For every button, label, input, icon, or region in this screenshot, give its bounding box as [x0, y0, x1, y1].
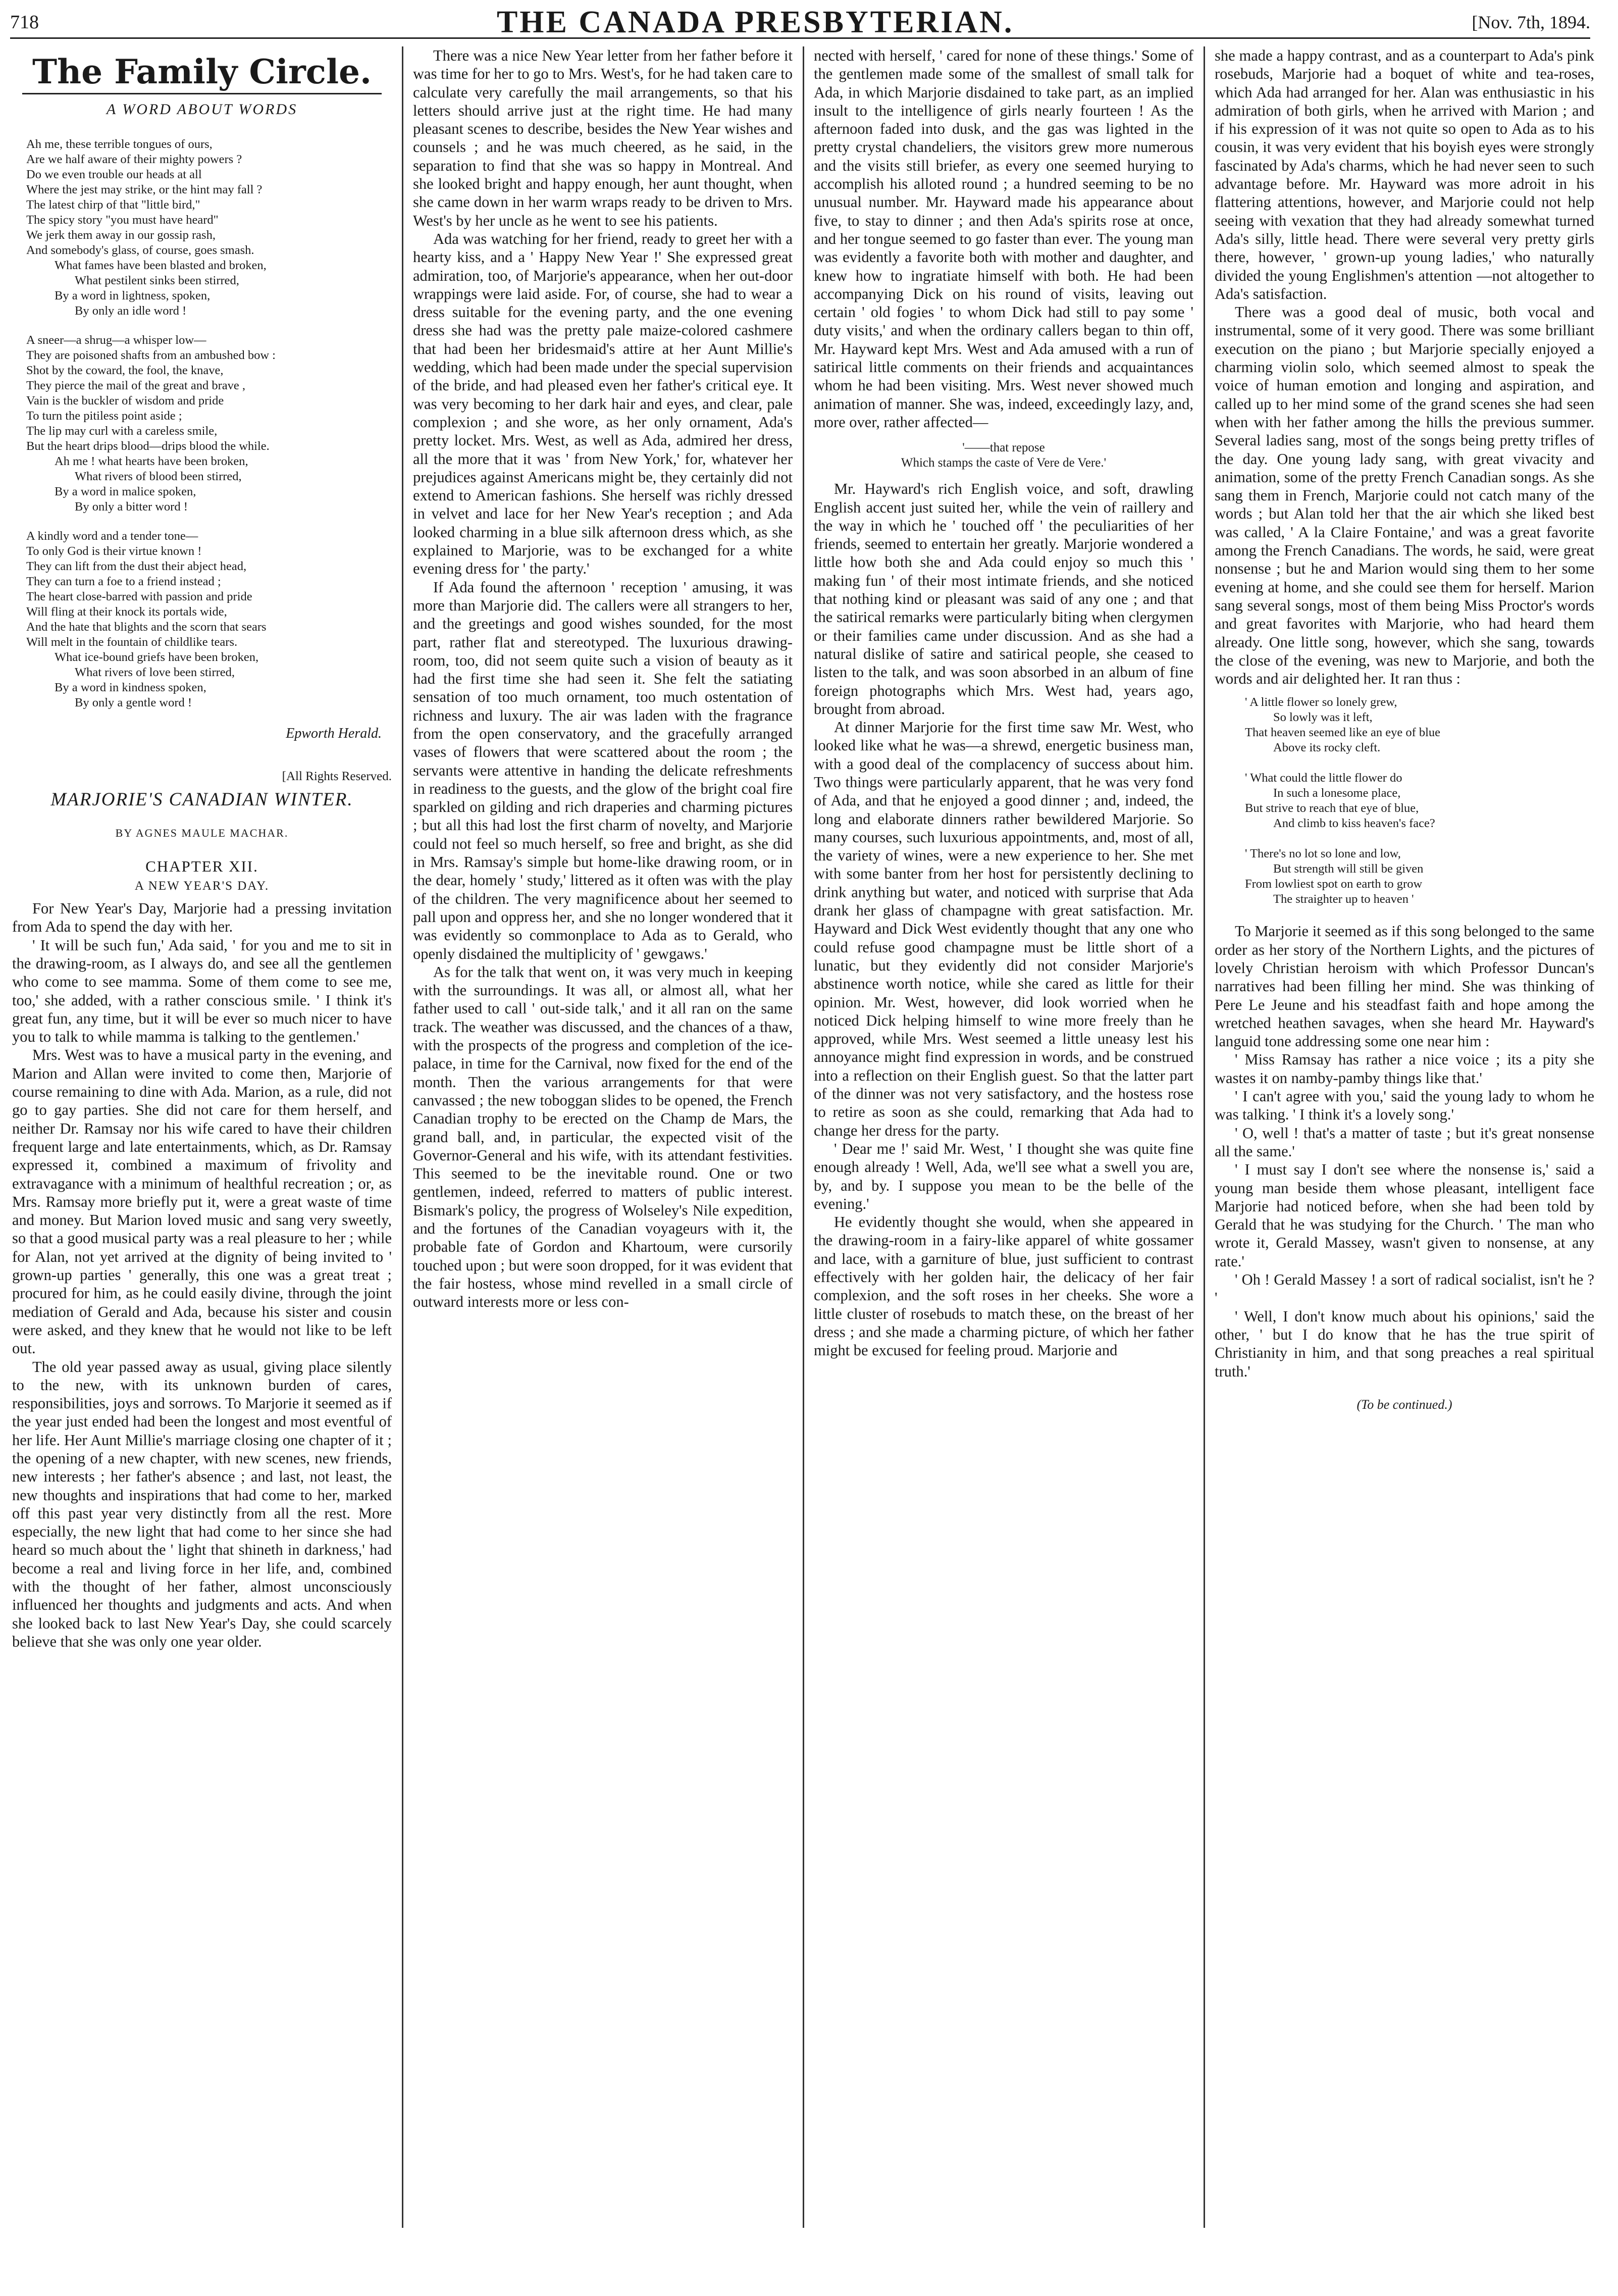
- song-line: But strive to reach that eye of blue,: [1245, 801, 1419, 815]
- column-rule: [803, 46, 804, 2228]
- song-line: And climb to kiss heaven's face?: [1273, 817, 1435, 831]
- rights-notice: [All Rights Reserved.: [282, 769, 392, 783]
- poem-line: To turn the pitiless point aside ;: [26, 409, 182, 423]
- song-line: ' What could the little flower do: [1245, 771, 1402, 785]
- poem-line: Shot by the coward, the fool, the knave,: [26, 364, 224, 378]
- paragraph: ' I must say I don't see where the nonsense is,' said a young man beside them whose pleasant, intelligent face Marjorie had noticed before, when she had been told by Gerald that he was studying for the Church. ' The man who wrote it, Gerald Massey, wasn't given to nonsense, at any rate.': [1215, 1161, 1594, 1270]
- section-title: The Family Circle.: [32, 52, 372, 91]
- poem-line: What rivers of blood been stirred,: [75, 470, 242, 484]
- column-1: [12, 46, 392, 1651]
- poem-line: They are poisoned shafts from an ambushed bow :: [26, 348, 276, 363]
- paragraph: ' Well, I don't know much about his opinions,' said the other, ' but I do know that he has the true spirit of Christianity in him, and that song preaches a real spiritual truth.': [1215, 1307, 1594, 1380]
- poem-line: They can lift from the dust their abject head,: [26, 559, 247, 574]
- poem-line: Are we half aware of their mighty powers ?: [26, 152, 242, 167]
- paragraph: ' I can't agree with you,' said the young lady to whom he was talking. ' I think it's a lovely song.': [1215, 1088, 1594, 1124]
- quote-line: Which stamps the caste of Vere de Vere.': [901, 456, 1107, 470]
- paragraph: There was a nice New Year letter from her father before it was time for her to go to Mrs. West's, for he had taken care to calculate very carefully the mail arrangements, so that his letters should arrive just at the right time. He had many pleasant scenes to describe, besides the New Year wishes and counsels ; and he was much cheered, as he said, in the separation to find that she was so happy in Montreal. And she looked bright and happy enough, her aunt thought, when she came down in her warm wraps ready to be driven to Mrs. West's by her uncle as he went to see his patients.: [413, 47, 793, 229]
- issue-date: [Nov. 7th, 1894.: [1472, 12, 1590, 32]
- paragraph: ' Oh ! Gerald Massey ! a sort of radical socialist, isn't he ? ': [1215, 1271, 1594, 1307]
- article-body: [12, 899, 392, 1651]
- poem-line: By a word in lightness, spoken,: [55, 289, 211, 303]
- song-line: ' A little flower so lonely grew,: [1245, 695, 1397, 709]
- article-body: [413, 46, 793, 1311]
- poem-line: The heart close-barred with passion and pride: [26, 590, 252, 604]
- poem-line: Ah me, these terrible tongues of ours,: [26, 137, 213, 151]
- song-line: ' There's no lot so lone and low,: [1245, 847, 1401, 861]
- song-stanza: [1245, 846, 1594, 907]
- poem-line: A kindly word and a tender tone—: [26, 529, 198, 543]
- song-line: But strength will still be given: [1273, 862, 1424, 876]
- article-body: [814, 46, 1193, 431]
- quote-line: '——that repose: [962, 441, 1045, 455]
- paragraph: At dinner Marjorie for the first time saw Mr. West, who looked like what he was—a shrewd, energetic business man, with a good deal of the complacency of success about him. Two things were particularly apparent, that he was very fond of Ada, and that he enjoyed a good dinner ; and, indeed, the long and elaborate dinners rather bewildered Marjorie. So many courses, such luxurious appointments, and, most of all, the variety of wines, were a new experience to her. She met with some banter from her host for persistently declining to drink anything but water, and noticed with surprise that Ada drank her glass of champagne with great satisfaction. Mr. Hayward and Dick West evidently thought that any one who could refuse good champagne must be little short of a lunatic, but they evidently did not consider Marjorie's abstinence worth notice, while she cared as little for their opinion. Mr. West, however, did look worried when he noticed Dick helping himself to wine more freely than he approved, while Mrs. West seemed a little uneasy lest his annoyance might find expression in words, and be construed into a reflection on their English guest. So that the latter part of the dinner was not very satisfactory, and the hostess rose to retire as soon as she could, remarking that Ada had to change her dress for the party.: [814, 719, 1193, 1139]
- poem-line: Will fling at their knock its portals wide,: [26, 605, 227, 619]
- poem-line: By only a gentle word !: [75, 696, 192, 710]
- poem-line: By a word in kindness spoken,: [55, 681, 206, 695]
- poem-stanzas: [26, 137, 392, 710]
- continued-note: (To be continued.): [1356, 1397, 1452, 1412]
- paragraph: ' Dear me !' said Mr. West, ' I thought she was quite fine enough already ! Well, Ada, we'll see what a swell you are, by, and by. I suppose you mean to be the belle of the evening.': [814, 1140, 1193, 1212]
- poem-line: The spicy story "you must have heard": [26, 213, 219, 227]
- poem-line: A sneer—a shrug—a whisper low—: [26, 333, 206, 347]
- poem-line: By only a bitter word !: [75, 500, 188, 514]
- song-line: Above its rocky cleft.: [1273, 741, 1381, 755]
- column-rule: [402, 46, 403, 2228]
- poem-line: The lip may curl with a careless smile,: [26, 424, 218, 438]
- song-verse: [1245, 695, 1594, 907]
- poem-line: What rivers of love been stirred,: [75, 666, 235, 680]
- poem-line: What ice-bound griefs have been broken,: [55, 650, 259, 665]
- poem-line: But the heart drips blood—drips blood the while.: [26, 439, 270, 453]
- article-body: [1215, 922, 1594, 1380]
- poem-line: Where the jest may strike, or the hint may fall ?: [26, 183, 263, 197]
- column-4: [1215, 46, 1594, 1414]
- poem-line: They pierce the mail of the great and brave ,: [26, 379, 245, 393]
- song-line: So lowly was it left,: [1273, 710, 1373, 725]
- paragraph: nected with herself, ' cared for none of these things.' Some of the gentlemen made some of the smallest of small talk for Ada, in which Marjorie disdained to take part, as an implied insult to the intelligence of girls nearly fourteen ! As the afternoon faded into dusk, and the gas was lighted in the pretty crystal chandeliers, the visitors grew more numerous and the visits still briefer, as every one seemed hurying to accomplish his alloted round ; a hundred seeming to be no unusual number. Mr. Hayward made his appearance about five, to stay to dinner ; and then Ada's spirits rose at once, and her tongue seemed to go faster than ever. The young man was evidently a favorite both with mother and daughter, and knew how to ingratiate himself with both. He had been accompanying Dick on his round of visits, leaving out certain ' old fogies ' to whom Dick had still to pay some ' duty visits,' and when the ordinary callers began to thin off, Mr. Hayward kept Mrs. West and Ada amused with a run of satirical little comments on their friends and acquaintances whom he had been visiting. Mrs. West never showed much animation of manner. She was, indeed, exceedingly lazy, and, more over, rather affected—: [814, 47, 1193, 431]
- paragraph: Ada was watching for her friend, ready to greet her with a hearty kiss, and a ' Happy New Year !' She expressed great admiration, too, of Marjorie's appearance, when her out-door wrappings were laid aside. For, of course, she had to wear a dress suitable for the evening party, and the one evening dress she had was the pretty pale maize-colored cashmere that had been her bridesmaid's attire at her Aunt Millie's wedding, which had been made under the special supervision of the bride, and had pleased even her father's critical eye. It was very becoming to her dark hair and eyes, and clear, pale complexion ; and she wore, as her only ornament, Ada's pretty locket. Mrs. West, as well as Ada, admired her dress, all the more that it was ' from New York,' for, whatever her prejudices against Americans might be, they certainly did not extend to American fashions. She herself was richly dressed in velvet and lace for her New Year's reception ; and Ada looked charming in a blue silk afternoon dress which, as she explained to Marjorie, was to be exchanged for a white evening dress for ' the party.': [413, 230, 793, 578]
- poem-line: What pestilent sinks been stirred,: [75, 274, 239, 288]
- paragraph: To Marjorie it seemed as if this song belonged to the same order as her story of the Northern Lights, and the pictures of lovely Christian heroism with which Professor Duncan's narratives had been filling her mind. She was thinking of Pere Le Jeune and his steadfast faith and hope among the wretched heathen savages, when she heard Mr. Hayward's languid tone addressing some one near him :: [1215, 923, 1594, 1050]
- paragraph: For New Year's Day, Marjorie had a pressing invitation from Ada to spend the day with her.: [12, 900, 392, 936]
- song-line: In such a lonesome place,: [1273, 786, 1401, 800]
- column-rule: [1204, 46, 1205, 2228]
- chapter-subtitle: A NEW YEAR'S DAY.: [134, 879, 270, 893]
- paragraph: Mrs. West was to have a musical party in the evening, and Marion and Allan were invited to come then, Marjorie of course remaining to dine with Ada. Marion, as a rule, did not go to gay parties. She did not care for them herself, and neither Dr. Ramsay nor his wife cared to have their children frequent large and late entertainments, which, as Dr. Ramsay expressed it, combined a maximum of frivolity and extravagance with a minimum of healthful recreation ; or, as Mrs. Ramsay more briefly put it, were a great waste of time and money. But Marion loved music and sang very sweetly, so that a good musical party was a real pleasure to her ; while for Alan, not yet arrived at the dignity of being invited to ' grown-up parties ' generally, this one was a great treat ; procured for him, as he could easily divine, through the joint mediation of Gerald and Ada, because his sister and cousin were asked, and they knew that he would not like to be left out.: [12, 1046, 392, 1357]
- poem-stanza: [26, 137, 392, 319]
- poem-line: They can turn a foe to a friend instead ;: [26, 575, 221, 589]
- song-stanza: [1245, 771, 1594, 831]
- poem-stanza: [26, 529, 392, 710]
- column-2: [413, 46, 793, 1311]
- song-line: The straighter up to heaven ': [1273, 892, 1414, 906]
- paragraph: she made a happy contrast, and as a counterpart to Ada's pink rosebuds, Marjorie had a boquet of white and tea-roses, which Ada had arranged for her. Alan was enthusiastic in his admiration of both girls, when he arrived with Marion ; and if his expression of it was not quite so open to Ada as to his cousin, it was very evident that his boyish eyes were strongly fascinated by Ada's charms, which he had never seen to such advantage before. Mr. Hayward was more adroit in his flattering attentions, however, and Marjorie could not help seeing with vexation that they had already somewhat turned Ada's silly, little head. There were several very pretty girls there, however, ' grown-up young ladies,' who naturally divided the young Englishmen's attention —not altogether to Ada's satisfaction.: [1215, 47, 1594, 302]
- paragraph: ' O, well ! that's a matter of taste ; but it's great nonsense all the same.': [1215, 1124, 1594, 1160]
- article-body: [1215, 46, 1594, 688]
- paragraph: As for the talk that went on, it was very much in keeping with the surroundings. It was all, or almost all, what her father used to call ' out-side talk,' and it all ran on the same track. The weather was discussed, and the chances of a thaw, with the prospects of the progress and completion of the ice-palace, in time for the Carnival, now fixed for the end of the month. Then the various arrangements for that were canvassed ; the new toboggan slides to be opened, the French Canadian trophy to be erected on the Champ de Mars, the grand ball, and, in particular, the expected visit of the Governor-General and his wife, with its attendant festivities. This seemed to be the inevitable round. One or two gentlemen, indeed, referred to matters of public interest. Bismark's policy, the progress of Wolseley's Nile expedition, and the fortunes of the Canadian voyageurs with it, the probable fate of Gordon and Khartoum, were cursorily touched upon ; but were soon dropped, for it was evident that the fair hostess, whose mind revelled in a small circle of outward interests more or less con-: [413, 963, 793, 1311]
- paragraph: If Ada found the afternoon ' reception ' amusing, it was more than Marjorie did. The callers were all strangers to her, and the greetings and good wishes sounded, for the most part, rather flat and stereotyped. The luxurious drawing-room, too, did not seem quite such a vision of beauty as it had the first time she had seen it. She felt the satiating sensation of too much ornament, too much ostentation of richness and luxury. The air was laden with the fragrance from the open conservatory, and the gracefully arranged vases of flowers that were scattered about the room ; the servants were attentive in handing the delicate refreshments in readiness to the guests, and the glow of the bright coal fire sparkled on gilding and rich draperies and charming pictures ; but all this had lost the first charm of novelty, and Marjorie could not feel so much herself, so free and bright, as she did in Mrs. Ramsay's simple but home-like drawing room, or in the dear, homely ' study,' littered as it often was with the play of the children. The very magnificence about her seemed to pall upon and oppress her, and she no longer wondered that it was evidently so commonplace to Ada as to Gerald, who openly disdained the multiplicity of ' gewgaws.': [413, 578, 793, 962]
- poem-line: And somebody's glass, of course, goes smash.: [26, 243, 254, 258]
- article-body: [814, 480, 1193, 1359]
- page-header: [10, 7, 1590, 39]
- poem-line: Ah me ! what hearts have been broken,: [55, 454, 248, 469]
- poem-line: Vain is the buckler of wisdom and pride: [26, 394, 224, 408]
- poem-line: And the hate that blights and the scorn that sears: [26, 620, 267, 634]
- block-quote: [814, 440, 1193, 471]
- song-line: From lowliest spot on earth to grow: [1245, 877, 1423, 891]
- poem-line: To only God is their virtue known !: [26, 544, 202, 558]
- poem-line: Do we even trouble our heads at all: [26, 168, 202, 182]
- poem-line: Will melt in the fountain of childlike tears.: [26, 635, 238, 649]
- paragraph: ' It will be such fun,' Ada said, ' for you and me to sit in the drawing-room, as I always do, and see all the gentlemen who come to see mamma. Some of them come to see me, too,' she added, with a rather conscious smile. ' I think it's great fun, any time, but it will be ever so much nicer to have you to talk to while mamma is talking to the gentlemen.': [12, 936, 392, 1046]
- paragraph: He evidently thought she would, when she appeared in the drawing-room in a fairy-like apparel of white gossamer and lace, with a garniture of blue, just sufficient to contrast effectively with her golden hair, the delicacy of her fair complexion, and the soft roses in her cheeks. She wore a little cluster of rosebuds to match these, on the breast of her dress ; and she made a charming picture, of which her father might be excused for feeling proud. Marjorie and: [814, 1213, 1193, 1359]
- poem-title: A WORD ABOUT WORDS: [106, 101, 298, 118]
- byline: BY AGNES MAULE MACHAR.: [115, 827, 289, 840]
- poem: [26, 137, 392, 710]
- poem-line: What fames have been blasted and broken,: [55, 259, 267, 273]
- title-divider: [22, 93, 382, 94]
- poem-line: The latest chirp of that "little bird,": [26, 198, 200, 212]
- song-line: That heaven seemed like an eye of blue: [1245, 726, 1441, 740]
- column-3: [814, 46, 1193, 1359]
- paragraph: There was a good deal of music, both vocal and instrumental, some of it very good. There was some brilliant execution on the piano ; but Marjorie specially enjoyed a charming violin solo, which seemed almost to speak the voice of human emotion and longing and aspiration, and called up to her mind some of the grand scenes she had seen when with her father among the hills the previous summer. Several ladies sang, most of the songs being pretty trifles of the day. One young lady sang, with great vivacity and animation, some of the pretty French Canadian songs. As she sang them in French, Marjorie could not catch many of the words ; but Alan told her that the air which she liked best was called, ' A la Claire Fontaine,' and was a great favorite among the French Canadians. The words, he said, were great nonsense ; but he and Marion would sing them to her some evening at home, and she could see them for herself. Marion sang several songs, most of them being Miss Proctor's words and great favorites with Marjorie, who had heard them already. One little song, however, which she sang, towards the close of the evening, was new to Marjorie, and both the words and air delighted her. It ran thus :: [1215, 303, 1594, 688]
- poem-attribution: Epworth Herald.: [286, 726, 382, 742]
- story-title: MARJORIE'S CANADIAN WINTER.: [50, 789, 353, 810]
- chapter-heading: CHAPTER XII.: [145, 857, 258, 876]
- paragraph: ' Miss Ramsay has rather a nice voice ; its a pity she wastes it on namby-pamby things like that.': [1215, 1051, 1594, 1087]
- page-number: 718: [10, 12, 39, 33]
- poem-line: By a word in malice spoken,: [55, 485, 196, 499]
- paragraph: The old year passed away as usual, giving place silently to the new, with its unknown burden of cares, responsibilities, joys and sorrows. To Marjorie it seemed as if the year just ended had been the longest and most eventful of her life. Her Aunt Millie's marriage closing one chapter of it ; the opening of a new chapter, with new scenes, new friends, new interests ; her father's absence ; and last, not least, the new thoughts and inspirations that had come to her, marked off this past year very distinctly from all the rest. More especially, the new light that had come to her since she had heard so much about the ' light that shineth in darkness,' had become a real and living force in her life, and, combined with the thought of her father, almost unconsciously influenced her thoughts and judgments and acts. And when she looked back to last New Year's Day, she could scarcely believe that she was only one year older.: [12, 1358, 392, 1650]
- poem-stanza: [26, 333, 392, 515]
- paragraph: Mr. Hayward's rich English voice, and soft, drawling English accent just suited her, while the vein of raillery and the way in which he ' touched off ' the peculiarities of her friends, seemed to entertain her greatly. Marjorie wondered a little how both she and Ada could enjoy so much this ' making fun ' of their most intimate friends, and she noticed that nothing kind or pleasant was said of any one ; and that the satirical remarks were particularly biting when clergymen or their families came under discussion. And as she had a natural dislike of satire and satirical people, she ceased to listen to the talk, and was soon absorbed in an album of fine foreign photographs which Mrs. West had, years ago, brought from abroad.: [814, 480, 1193, 718]
- poem-line: We jerk them away in our gossip rash,: [26, 228, 216, 242]
- song-stanza: [1245, 695, 1594, 755]
- poem-line: By only an idle word !: [75, 304, 187, 318]
- newspaper-title: THE CANADA PRESBYTERIAN.: [496, 5, 1014, 39]
